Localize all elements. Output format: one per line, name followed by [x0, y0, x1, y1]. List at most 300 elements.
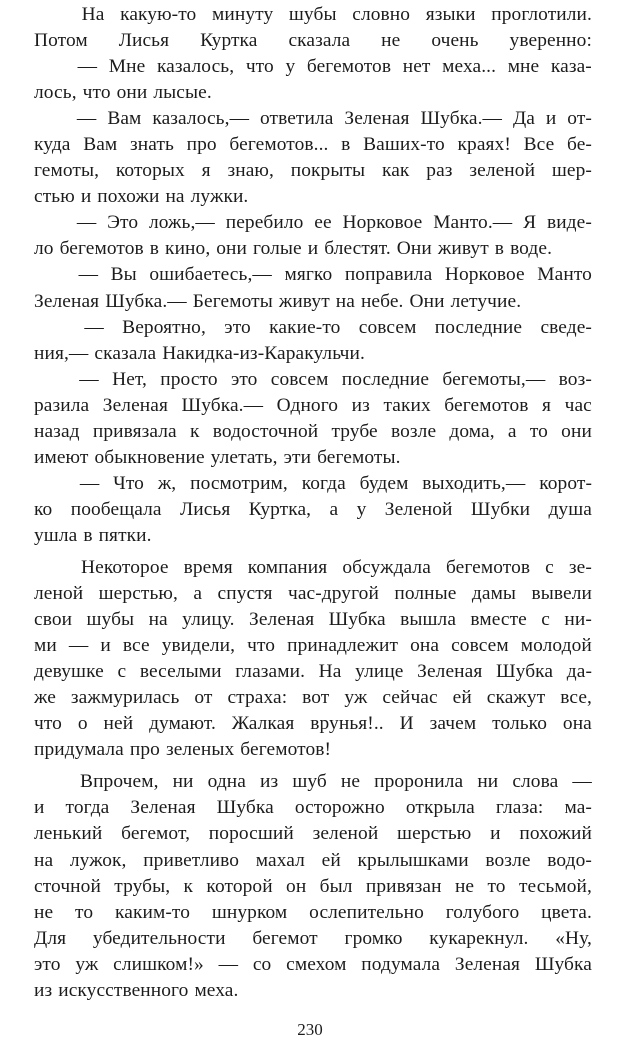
word: улицу.	[182, 609, 235, 631]
word: каким-то	[115, 901, 191, 923]
text-line	[34, 555, 592, 581]
word: на	[165, 186, 185, 208]
word: привязан	[365, 875, 442, 897]
word: последние	[434, 316, 523, 338]
word: Зеленая	[344, 108, 410, 130]
word: Мне	[108, 56, 146, 78]
word: будем	[359, 472, 409, 494]
text-line	[34, 711, 592, 737]
word: только	[492, 713, 548, 735]
word: похожий	[519, 823, 592, 845]
word: то	[75, 901, 94, 923]
word: в	[341, 134, 351, 156]
word: которых	[115, 160, 185, 182]
word: Манто	[537, 264, 592, 286]
word: каза-	[550, 56, 592, 78]
word: открыла	[405, 797, 475, 819]
word: слова	[512, 771, 559, 793]
word: что	[247, 635, 276, 657]
word: живут	[278, 290, 330, 312]
text-line	[34, 795, 592, 821]
word: сказала	[94, 342, 157, 364]
word: убедительности	[92, 927, 226, 949]
word: На	[318, 661, 342, 683]
word: Потом	[34, 30, 88, 52]
word: Вероятно,	[122, 316, 206, 338]
word: раз	[426, 160, 453, 182]
word: на	[335, 290, 355, 312]
word: Шубки	[470, 498, 531, 520]
word: Да	[512, 108, 535, 130]
word: поправила	[344, 264, 433, 286]
word: имеют	[34, 446, 89, 468]
word: ответила	[259, 108, 334, 130]
word: пятки.	[98, 524, 152, 546]
word: все,	[560, 687, 592, 709]
word: совсем	[270, 368, 329, 390]
word: уж	[75, 953, 99, 975]
word: знаю,	[227, 160, 274, 182]
word: на	[148, 609, 168, 631]
word: бегемотов...	[229, 134, 329, 156]
word: сведе-	[540, 316, 592, 338]
word: зеленой	[312, 823, 379, 845]
word: что	[34, 713, 62, 735]
word: ней	[103, 713, 134, 735]
word: то	[529, 420, 548, 442]
word: ей	[452, 687, 472, 709]
word: час	[564, 394, 592, 416]
page-number: 230	[297, 1020, 323, 1039]
word: подумала	[361, 953, 441, 975]
word: казалось,—	[152, 108, 250, 130]
text-line	[34, 132, 592, 158]
word: минуту	[212, 4, 274, 25]
word: виде-	[546, 212, 592, 234]
word: Они	[409, 290, 445, 312]
paragraph-indent	[34, 471, 66, 497]
word: Вам	[107, 108, 142, 130]
word: совсем	[358, 316, 417, 338]
word: небе.	[360, 290, 404, 312]
word: обыкновение	[94, 446, 205, 468]
text-line	[34, 633, 592, 659]
paragraph-indent	[34, 769, 66, 795]
word: Некоторое	[81, 556, 169, 578]
word: таких	[383, 394, 431, 416]
word: зеленых	[165, 739, 235, 761]
word: Шубка.—	[181, 394, 264, 416]
word: уверенно:	[509, 30, 592, 52]
word: зеленой	[469, 160, 536, 182]
word: и	[100, 635, 111, 657]
text-line	[34, 2, 592, 28]
word: цвета.	[541, 901, 592, 923]
word: компания	[247, 556, 328, 578]
word: а	[193, 583, 203, 605]
text-line	[34, 289, 592, 315]
paragraph-indent	[34, 54, 66, 80]
word: улетать,	[210, 446, 278, 468]
word: улице	[355, 661, 404, 683]
word: и	[34, 797, 45, 819]
word: был	[319, 875, 353, 897]
word: из	[260, 771, 279, 793]
word: это	[224, 316, 251, 338]
word: нет	[402, 56, 431, 78]
paragraph-indent	[34, 2, 66, 28]
text-line	[34, 419, 592, 445]
word: мне	[507, 56, 540, 78]
word: Впрочем,	[80, 771, 159, 793]
word: покрыты	[290, 160, 366, 182]
word: Все	[523, 134, 555, 156]
word: от	[194, 687, 213, 709]
word: последние	[341, 368, 430, 390]
word: корот-	[539, 472, 592, 494]
text-line	[34, 28, 592, 54]
word: к	[183, 875, 194, 897]
word: ложь,—	[148, 212, 215, 234]
word: Шубка	[534, 953, 592, 975]
word: одна	[207, 771, 246, 793]
word: Что	[113, 472, 144, 494]
word: перебило	[225, 212, 304, 234]
word: шнурком	[211, 901, 288, 923]
text-line	[34, 874, 592, 900]
paragraph-indent	[34, 106, 66, 132]
word: и	[545, 108, 557, 130]
text-line	[34, 523, 592, 549]
text-line	[34, 80, 592, 106]
word: какую-то	[120, 4, 197, 25]
word: я	[201, 160, 211, 182]
word: ни-	[564, 609, 592, 631]
word: —	[76, 108, 97, 130]
paragraph-indent	[34, 315, 66, 341]
word: назад	[34, 420, 80, 442]
word: возле	[485, 849, 531, 871]
word: похожи	[97, 186, 160, 208]
word: искусственного	[58, 979, 189, 1001]
word: врунья!..	[310, 713, 384, 735]
text-line	[34, 659, 592, 685]
word: она	[410, 635, 440, 657]
word: сточной	[34, 875, 101, 897]
word: лужок,	[69, 849, 127, 871]
word: шерстью,	[98, 583, 178, 605]
text-line	[34, 978, 592, 1004]
word: зажмурилась	[70, 687, 180, 709]
word: тогда	[65, 797, 110, 819]
word: с	[541, 609, 551, 631]
word: да-	[566, 661, 592, 683]
text-line	[34, 848, 592, 874]
word: «Ну,	[555, 927, 592, 949]
word: то	[487, 875, 506, 897]
word: веселыми	[139, 661, 222, 683]
word: все	[122, 635, 150, 657]
word: глазами.	[235, 661, 306, 683]
text-line	[34, 607, 592, 633]
word: выходить,—	[422, 472, 526, 494]
word: трубы,	[114, 875, 171, 897]
word: ко	[34, 498, 53, 520]
word: бегемотов	[444, 394, 529, 416]
word: время	[183, 556, 233, 578]
word: осторожно	[294, 797, 385, 819]
word: не	[340, 771, 361, 793]
text-line	[34, 184, 592, 210]
word: летучие.	[450, 290, 522, 312]
word: вышла	[400, 609, 457, 631]
word: а	[507, 420, 517, 442]
word: Вы	[110, 264, 137, 286]
word: ей	[321, 849, 341, 871]
word: Ваших-то	[363, 134, 445, 156]
word: ее	[314, 212, 332, 234]
word: куда	[34, 134, 71, 156]
word: ж,	[157, 472, 177, 494]
word: просто	[160, 368, 218, 390]
word: Жалкая	[231, 713, 295, 735]
word: скажут	[486, 687, 546, 709]
word: —	[68, 635, 89, 657]
word: проглотили.	[491, 4, 592, 25]
word: Шубка.—	[420, 108, 503, 130]
word: придумала	[34, 739, 124, 761]
word: Зеленой	[384, 498, 453, 520]
word: и	[307, 238, 319, 260]
word: про	[186, 134, 217, 156]
word: разила	[34, 394, 90, 416]
word: Манто.—	[433, 212, 513, 234]
word: Я	[523, 212, 537, 234]
word: —	[218, 953, 239, 975]
word: посмотрим,	[190, 472, 288, 494]
word: не	[381, 30, 401, 52]
word: бегемотов	[306, 56, 392, 78]
word: из	[34, 979, 53, 1001]
word: слишком!»	[113, 953, 204, 975]
word: живут	[437, 238, 489, 260]
text-line	[34, 367, 592, 393]
word: ма-	[564, 797, 592, 819]
word: кукарекнул.	[429, 927, 529, 949]
word: громко	[344, 927, 403, 949]
word: очень	[431, 30, 479, 52]
word: бегемоты,—	[442, 368, 546, 390]
text-line	[34, 471, 592, 497]
word: совсем	[451, 635, 509, 657]
word: словно	[352, 4, 411, 25]
word: когда	[301, 472, 346, 494]
word: тесьмой,	[518, 875, 592, 897]
word: глаза:	[495, 797, 544, 819]
word: вот	[302, 687, 330, 709]
text-line	[34, 821, 592, 847]
word: к	[189, 420, 200, 442]
body-text	[34, 2, 592, 1004]
word: бегемот,	[121, 823, 191, 845]
word: это	[230, 368, 258, 390]
word: эти	[283, 446, 312, 468]
word: казалось,	[156, 56, 235, 78]
word: ни	[172, 771, 194, 793]
word: а	[329, 498, 339, 520]
text-line	[34, 926, 592, 952]
word: в	[494, 238, 505, 260]
word: Бегемоты	[192, 290, 273, 312]
word: это	[34, 953, 61, 975]
word: Зеленая	[102, 394, 168, 416]
text-line	[34, 737, 592, 763]
word: не	[454, 875, 475, 897]
word: пообещала	[70, 498, 162, 520]
paragraph-indent	[34, 555, 66, 581]
word: возле	[390, 420, 437, 442]
word: ошибаетесь,—	[149, 264, 272, 286]
word: у	[285, 56, 296, 78]
word: бегемот	[252, 927, 318, 949]
word: Они	[396, 238, 432, 260]
word: и	[80, 186, 92, 208]
word: знать	[130, 134, 174, 156]
word: вывели	[531, 583, 592, 605]
word: поросший	[208, 823, 294, 845]
word: —	[79, 368, 99, 390]
word: я	[542, 394, 552, 416]
paragraph-indent	[34, 210, 66, 236]
word: про	[129, 739, 160, 761]
word: принадлежит	[287, 635, 399, 657]
word: блестят.	[324, 238, 391, 260]
word: зачем	[429, 713, 477, 735]
text-line	[34, 210, 592, 236]
word: Вам	[83, 134, 118, 156]
word: страха:	[227, 687, 288, 709]
word: И	[399, 713, 414, 735]
word: дамы	[471, 583, 517, 605]
word: Накидка-из-Каракульчи.	[162, 342, 365, 364]
text-line	[34, 106, 592, 132]
word: как	[382, 160, 410, 182]
word: Шубка.—	[105, 290, 187, 312]
word: сказала	[288, 30, 351, 52]
word: от-	[567, 108, 592, 130]
word: они	[561, 420, 592, 442]
text-line	[34, 769, 592, 795]
word: меха.	[194, 979, 239, 1001]
word: они	[116, 82, 148, 104]
word: и	[490, 823, 501, 845]
text-line	[34, 262, 592, 288]
word: Это	[107, 212, 139, 234]
text-line	[34, 952, 592, 978]
text-line	[34, 315, 592, 341]
word: шерстью	[397, 823, 472, 845]
word: Для	[34, 927, 67, 949]
word: бегемоты.	[317, 446, 401, 468]
text-line	[34, 393, 592, 419]
word: душа	[548, 498, 592, 520]
text-line	[34, 497, 592, 523]
word: мягко	[284, 264, 333, 286]
word: час-другой	[287, 583, 379, 605]
word: вместе	[470, 609, 527, 631]
word: не	[34, 901, 54, 923]
word: Зеленая	[34, 290, 100, 312]
word: Одного	[276, 394, 339, 416]
word: в	[149, 238, 160, 260]
word: трубе	[331, 420, 378, 442]
word: увидели,	[161, 635, 236, 657]
word: —	[84, 316, 104, 338]
word: какие-то	[269, 316, 341, 338]
word: она	[562, 713, 592, 735]
word: что	[245, 56, 274, 78]
word: привязала	[92, 420, 177, 442]
word: голубого	[445, 901, 520, 923]
word: ло	[34, 238, 54, 260]
word: —	[572, 771, 592, 793]
word: уж	[344, 687, 368, 709]
word: дома,	[449, 420, 495, 442]
word: шуб	[292, 771, 327, 793]
word: проронила	[374, 771, 464, 793]
paragraph-indent	[34, 262, 66, 288]
word: меха...	[442, 56, 497, 78]
word: с	[117, 661, 127, 683]
word: которой	[206, 875, 273, 897]
word: ми	[34, 635, 57, 657]
word: Шубка	[216, 797, 274, 819]
word: молодой	[520, 635, 592, 657]
word: воз-	[558, 368, 592, 390]
word: Зеленая	[130, 797, 196, 819]
word: Нет,	[112, 368, 147, 390]
text-line	[34, 445, 592, 471]
text-line	[34, 158, 592, 184]
word: в	[83, 524, 93, 546]
text-line	[34, 341, 592, 367]
word: они	[216, 238, 248, 260]
word: на	[34, 849, 54, 871]
word: ушла	[34, 524, 78, 546]
word: воде.	[510, 238, 553, 260]
word: обсуждала	[342, 556, 431, 578]
word: крылышками	[357, 849, 469, 871]
word: девушке	[34, 661, 104, 683]
word: —	[77, 56, 98, 78]
word: Зеленая	[417, 661, 483, 683]
word: Лисья	[179, 498, 231, 520]
word: голые	[253, 238, 302, 260]
word: бегемотов	[59, 238, 144, 260]
word: ни	[477, 771, 499, 793]
word: бегемотов	[445, 556, 531, 578]
word: гемоты,	[34, 160, 100, 182]
word: Зеленая	[454, 953, 521, 975]
word: Норковое	[444, 264, 525, 286]
word: водо-	[547, 849, 592, 871]
word: бе-	[566, 134, 592, 156]
word: стью	[34, 186, 75, 208]
word: же	[34, 687, 56, 709]
word: ния,—	[34, 342, 89, 364]
word: водосточной	[212, 420, 319, 442]
word: шер-	[551, 160, 592, 182]
